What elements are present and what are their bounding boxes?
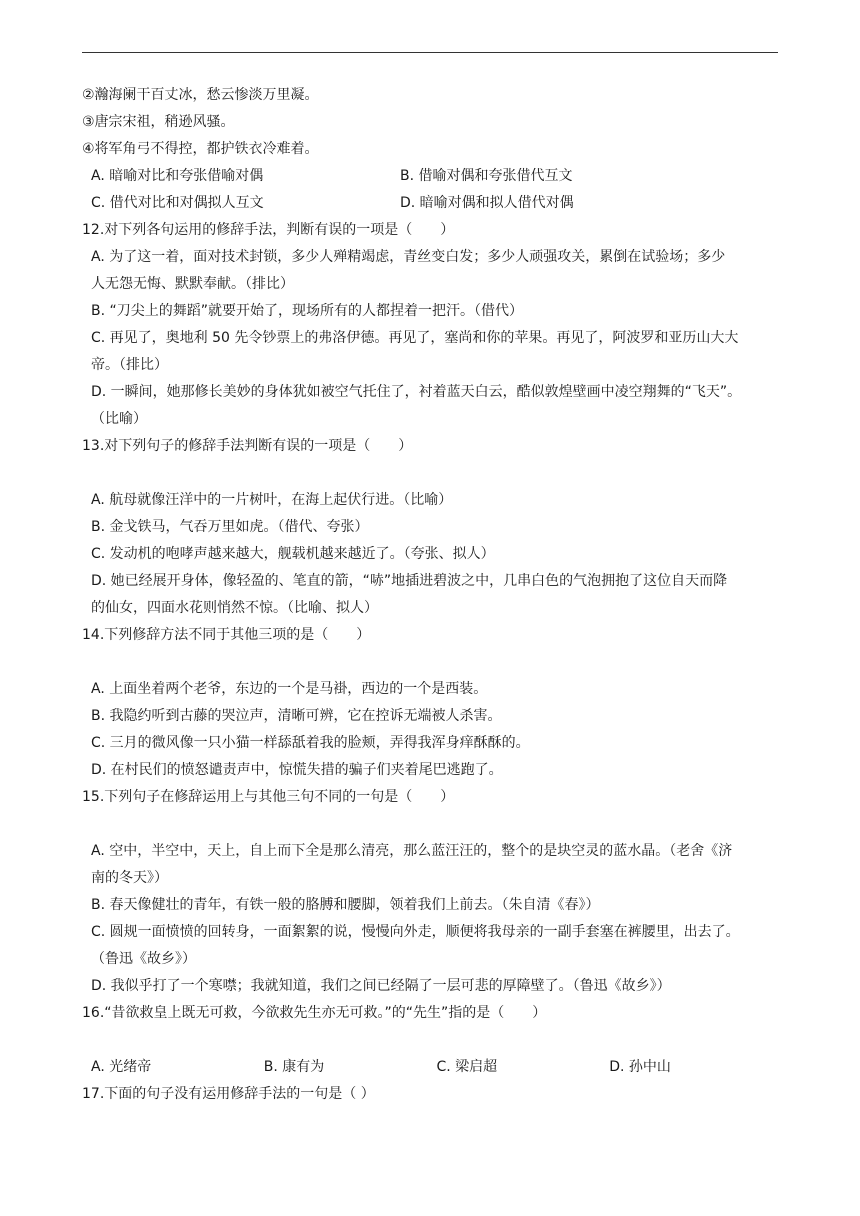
- q11-line-4: ④将军角弓不得控，都护铁衣冷难着。: [82, 141, 319, 157]
- header-rule: [82, 52, 778, 53]
- q14-option-b[interactable]: B. 我隐约听到古藤的哭泣声，清晰可辨，它在控诉无端被人杀害。: [91, 708, 502, 724]
- q16-options-row: [82, 1054, 782, 1081]
- q11-line-2: ②瀚海阑干百丈冰，愁云惨淡万里凝。: [82, 87, 319, 103]
- q12-option-b[interactable]: B. “刀尖上的舞蹈”就要开始了，现场所有的人都捏着一把汗。（借代）: [91, 303, 524, 319]
- q15-option-b[interactable]: B. 春天像健壮的青年，有铁一般的胳膊和腰脚，领着我们上前去。（朱自清《春》）: [91, 897, 600, 913]
- spacer: [82, 649, 782, 676]
- q14-option-a[interactable]: A. 上面坐着两个老爷，东边的一个是马褂，西边的一个是西装。: [91, 681, 488, 697]
- q12-option-d-cont: （比喻）: [91, 411, 147, 427]
- q12-option-a-cont: 人无怨无悔、默默奉献。（排比）: [91, 276, 294, 292]
- q15-option-c[interactable]: C. 圆规一面愤愤的回转身，一面絮絮的说，慢慢向外走，顺便将我母亲的一副手套塞在裤腰里，出去了。: [91, 924, 740, 940]
- q12-option-c[interactable]: C. 再见了，奥地利 50 先令钞票上的弗洛伊德。再见了，塞尚和你的苹果。再见了，阿波罗和亚历山大大: [91, 330, 739, 346]
- q16-stem: 16.“昔欲救皇上既无可救，今欲救先生亦无可救。”的“先生”指的是（ ）: [82, 1005, 547, 1021]
- q13-option-d-cont: 的仙女，四面水花则悄然不惊。（比喻、拟人）: [91, 600, 378, 616]
- q11-option-a[interactable]: A. 暗喻对比和夸张借喻对偶: [91, 168, 264, 184]
- q15-option-d[interactable]: D. 我似乎打了一个寒噤；我就知道，我们之间已经隔了一层可悲的厚障壁了。（鲁迅《故乡》）: [91, 978, 671, 994]
- q11-options-row-2: [82, 190, 782, 217]
- q16-option-b[interactable]: B. 康有为: [263, 1059, 325, 1075]
- spacer: [82, 460, 782, 487]
- q16-option-c[interactable]: C. 梁启超: [436, 1059, 498, 1075]
- spacer: [82, 811, 782, 838]
- q13-option-b[interactable]: B. 金戈铁马，气吞万里如虎。（借代、夸张）: [91, 519, 369, 535]
- q15-option-a-cont: 南的冬天》）: [91, 870, 168, 886]
- q15-stem: 15.下列句子在修辞运用上与其他三句不同的一句是（ ）: [82, 789, 455, 805]
- q11-option-b[interactable]: B. 借喻对偶和夸张借代互文: [400, 168, 573, 184]
- q11-option-c[interactable]: C. 借代对比和对偶拟人互文: [91, 195, 264, 211]
- q17-stem: 17.下面的句子没有运用修辞手法的一句是（ ）: [82, 1086, 375, 1102]
- q11-line-3: ③唐宗宋祖，稍逊风骚。: [82, 114, 235, 130]
- q13-option-a[interactable]: A. 航母就像汪洋中的一片树叶，在海上起伏行进。（比喻）: [91, 492, 453, 508]
- q11-options-row-1: [82, 163, 782, 190]
- q14-option-d[interactable]: D. 在村民们的愤怒谴责声中，惊慌失措的骗子们夹着尾巴逃跑了。: [91, 762, 503, 778]
- q11-option-d[interactable]: D. 暗喻对偶和拟人借代对偶: [400, 195, 574, 211]
- q15-option-c-cont: （鲁迅《故乡》）: [91, 951, 196, 967]
- document-page: [82, 82, 782, 1108]
- q16-option-a[interactable]: A. 光绪帝: [91, 1059, 152, 1075]
- q13-option-c[interactable]: C. 发动机的咆哮声越来越大，舰载机越来越近了。（夸张、拟人）: [91, 546, 495, 562]
- q12-option-d[interactable]: D. 一瞬间，她那修长美妙的身体犹如被空气托住了，衬着蓝天白云，酷似敦煌壁画中凌空翔舞的“飞天”。: [91, 384, 742, 400]
- q16-option-d[interactable]: D. 孙中山: [609, 1059, 671, 1075]
- q12-option-a[interactable]: A. 为了这一着，面对技术封锁，多少人殚精竭虑，青丝变白发；多少人顽强攻关，累倒在试验场；多少: [91, 249, 726, 265]
- q14-option-c[interactable]: C. 三月的微风像一只小猫一样舔舐着我的脸颊，弄得我浑身痒酥酥的。: [91, 735, 530, 751]
- q12-stem: 12.对下列各句运用的修辞手法，判断有误的一项是（ ）: [82, 222, 455, 238]
- q14-stem: 14.下列修辞方法不同于其他三项的是（ ）: [82, 627, 371, 643]
- q13-option-d[interactable]: D. 她已经展开身体，像轻盈的、笔直的箭，“哧”地插进碧波之中，几串白色的气泡拥抱了这位自天而降: [91, 573, 728, 589]
- q15-option-a[interactable]: A. 空中，半空中，天上，自上而下全是那么清亮，那么蓝汪汪的，整个的是块空灵的蓝水晶。（老舍《济: [91, 843, 733, 859]
- q12-option-c-cont: 帝。（排比）: [91, 357, 168, 373]
- spacer: [82, 1027, 782, 1054]
- q13-stem: 13.对下列句子的修辞手法判断有误的一项是（ ）: [82, 438, 413, 454]
